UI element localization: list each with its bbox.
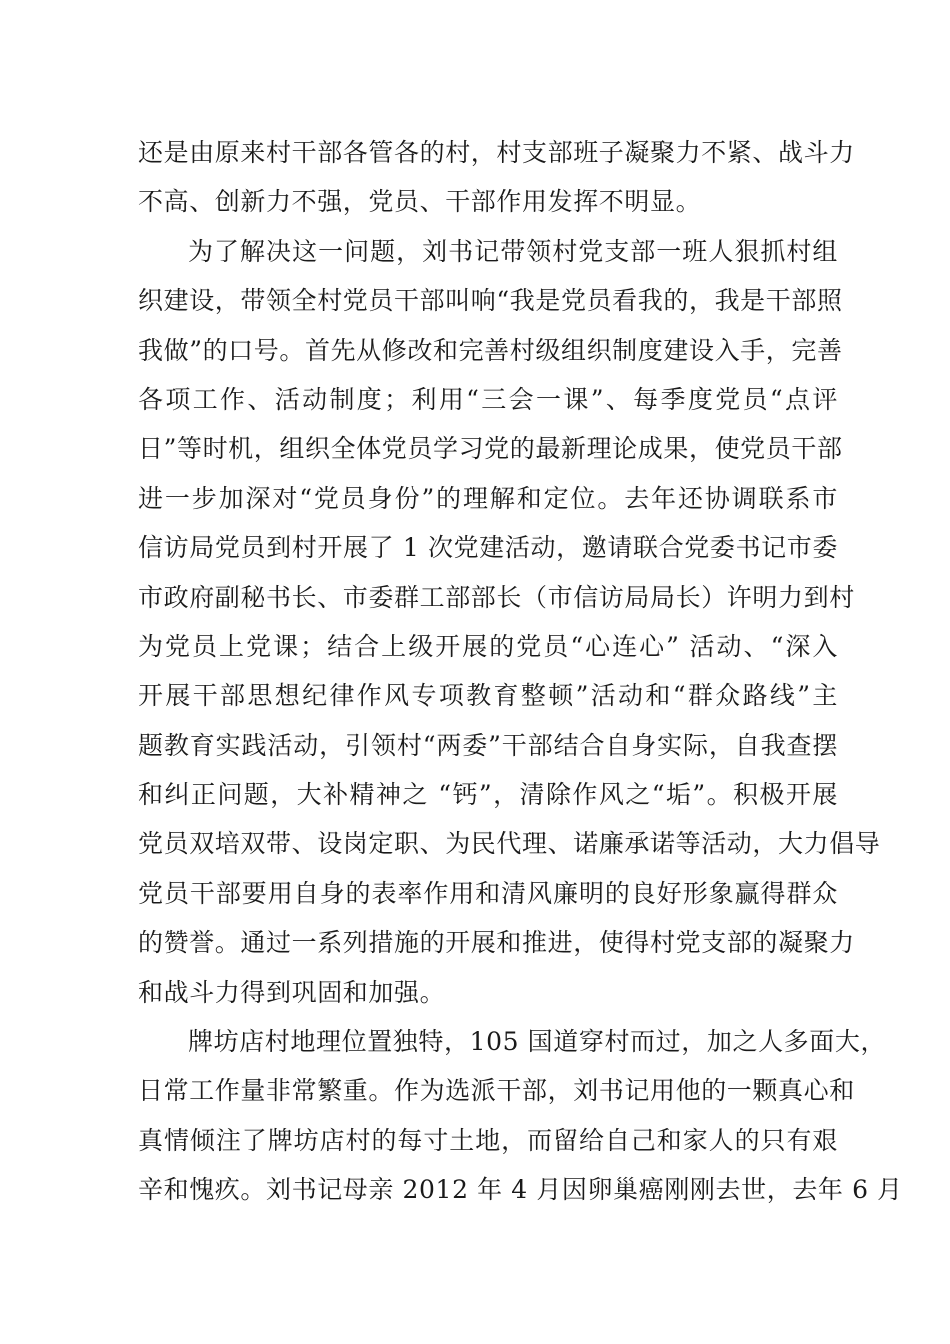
text-line: 题教育实践活动，引领村“两委”干部结合自身实际，自我查摆 — [138, 730, 838, 760]
text-line: 的赞誉。通过一系列措施的开展和推进，使得村党支部的凝聚力 — [138, 928, 855, 958]
text-line: 不高、创新力不强，党员、干部作用发挥不明显。 — [138, 187, 702, 217]
text-line: 日常工作量非常繁重。作为选派干部，刘书记用他的一颗真心和 — [138, 1076, 855, 1106]
text-line: 和战斗力得到巩固和加强。 — [138, 977, 446, 1007]
text-line: 党员双培双带、设岗定职、为民代理、诺廉承诺等活动，大力倡导 — [138, 829, 881, 859]
text-line: 织建设，带领全村党员干部叫响“我是党员看我的，我是干部照 — [138, 286, 843, 316]
text-line: 各项工作、活动制度；利用“三会一课”、每季度党员“点评 — [138, 384, 838, 414]
body-text — [138, 128, 903, 1215]
text-line: 我做”的口号。首先从修改和完善村级组织制度建设入手，完善 — [138, 335, 843, 365]
text-line: 为了解决这一问题，刘书记带领村党支部一班人狠抓村组 — [188, 236, 838, 266]
text-line: 和纠正问题，大补精神之 “钙”，清除作风之“垢”。积极开展 — [138, 780, 838, 810]
text-line: 开展干部思想纪律作风专项教育整顿”活动和“群众路线”主 — [138, 681, 838, 711]
text-line: 进一步加深对“党员身份”的理解和定位。去年还协调联系市 — [138, 483, 838, 513]
text-line: 信访局党员到村开展了 1 次党建活动，邀请联合党委书记市委 — [138, 533, 838, 563]
text-line: 日”等时机，组织全体党员学习党的最新理论成果，使党员干部 — [138, 434, 843, 464]
text-line: 为党员上党课；结合上级开展的党员“心连心” 活动、“深入 — [138, 631, 838, 661]
text-line: 党员干部要用自身的表率作用和清风廉明的良好形象赢得群众 — [138, 878, 838, 908]
text-line: 市政府副秘书长、市委群工部部长（市信访局局长）许明力到村 — [138, 582, 855, 612]
text-line: 真情倾注了牌坊店村的每寸土地，而留给自己和家人的只有艰 — [138, 1125, 838, 1155]
text-line: 牌坊店村地理位置独特，105 国道穿村而过，加之人多面大， — [188, 1027, 887, 1057]
text-line: 还是由原来村干部各管各的村，村支部班子凝聚力不紧、战斗力 — [138, 138, 855, 167]
text-line: 辛和愧疚。刘书记母亲 2012 年 4 月因卵巢癌刚刚去世，去年 6 月 — [138, 1175, 903, 1205]
